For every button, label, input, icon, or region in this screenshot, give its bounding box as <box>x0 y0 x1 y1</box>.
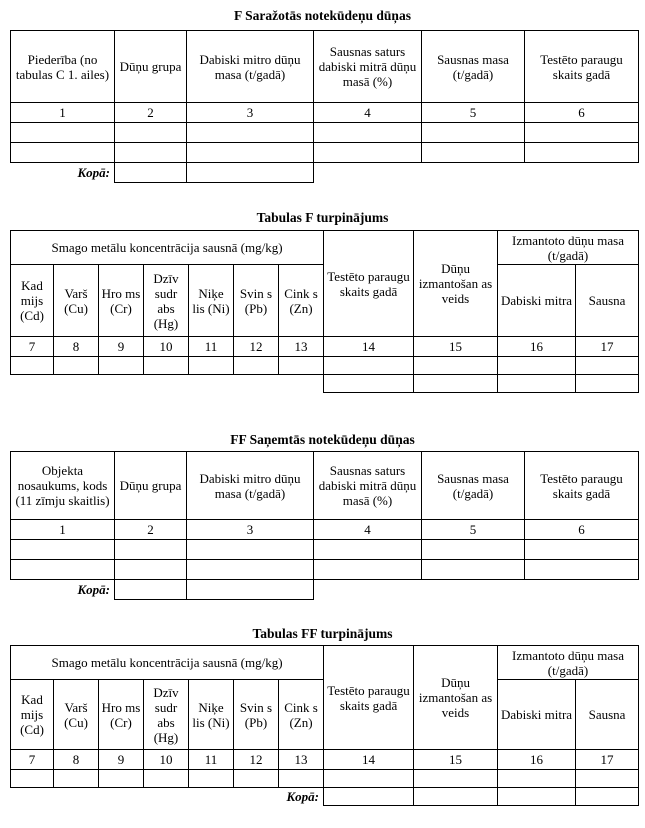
header-cell: Objekta nosaukums, kods (11 zīmju skaitlis) <box>11 452 115 520</box>
data-cell[interactable] <box>576 375 639 393</box>
data-cell[interactable] <box>414 770 498 788</box>
column-number: 6 <box>525 103 639 123</box>
column-number: 2 <box>115 520 187 540</box>
data-cell[interactable] <box>422 123 525 143</box>
data-cell[interactable] <box>189 770 234 788</box>
data-cell[interactable] <box>576 770 639 788</box>
data-cell[interactable] <box>314 123 422 143</box>
metal-header-cr: Hro ms (Cr) <box>99 265 144 337</box>
total-cell[interactable] <box>115 163 187 183</box>
metal-header-ni: Niķe lis (Ni) <box>189 680 234 750</box>
column-number: 12 <box>234 750 279 770</box>
metals-header: Smago metālu koncentrācija sausnā (mg/kg) <box>11 231 324 265</box>
column-number: 8 <box>54 337 99 357</box>
data-cell[interactable] <box>525 143 639 163</box>
column-number: 5 <box>422 520 525 540</box>
column-number: 14 <box>324 750 414 770</box>
usage-header: Dūņu izmantošan as veids <box>414 646 498 750</box>
column-number: 3 <box>187 103 314 123</box>
data-cell[interactable] <box>99 357 144 375</box>
header-cell: Dūņu grupa <box>115 31 187 103</box>
data-cell[interactable] <box>498 375 576 393</box>
data-cell[interactable] <box>11 540 115 560</box>
table-row <box>11 143 639 163</box>
data-cell[interactable] <box>422 560 525 580</box>
data-cell[interactable] <box>498 357 576 375</box>
data-cell[interactable] <box>525 560 639 580</box>
data-cell[interactable] <box>279 357 324 375</box>
data-cell[interactable] <box>498 770 576 788</box>
column-number: 15 <box>414 750 498 770</box>
data-cell[interactable] <box>115 560 187 580</box>
column-number: 14 <box>324 337 414 357</box>
column-number: 13 <box>279 337 324 357</box>
data-cell[interactable] <box>234 357 279 375</box>
total-cell[interactable] <box>576 788 639 806</box>
metal-header-hg: Dzīv sudr abs (Hg) <box>144 265 189 337</box>
table-ff-total-row <box>11 580 639 600</box>
used-mass-header: Izmantoto dūņu masa (t/gadā) <box>498 231 639 265</box>
data-cell[interactable] <box>99 770 144 788</box>
table-ff <box>10 451 639 600</box>
column-number: 5 <box>422 103 525 123</box>
data-cell[interactable] <box>314 560 422 580</box>
data-cell[interactable] <box>234 770 279 788</box>
table-f-title: F Saražotās notekūdeņu dūņas <box>234 8 411 23</box>
metal-header-cd: Kad mijs (Cd) <box>11 265 54 337</box>
table-ff-header-row <box>11 452 639 520</box>
column-number: 16 <box>498 337 576 357</box>
number-row <box>11 337 639 357</box>
table-ff-title: FF Saņemtās notekūdeņu dūņas <box>230 432 415 447</box>
column-number: 7 <box>11 750 54 770</box>
column-number: 7 <box>11 337 54 357</box>
table-ff-cont-title: Tabulas FF turpinājums <box>252 626 393 641</box>
table-ff-number-row <box>11 520 639 540</box>
data-cell[interactable] <box>324 357 414 375</box>
metals-header: Smago metālu koncentrācija sausnā (mg/kg) <box>11 646 324 680</box>
table-f-header-row <box>11 31 639 103</box>
header-cell: Dabiski mitro dūņu masa (t/gadā) <box>187 31 314 103</box>
metal-header-ni: Niķe lis (Ni) <box>189 265 234 337</box>
data-cell[interactable] <box>187 123 314 143</box>
data-cell[interactable] <box>422 540 525 560</box>
dry-header: Sausna <box>576 265 639 337</box>
table-f-total-row <box>11 163 639 183</box>
data-cell[interactable] <box>525 123 639 143</box>
total-label: Kopā: <box>286 789 320 805</box>
column-number: 13 <box>279 750 324 770</box>
metal-header-hg: Dzīv sudr abs (Hg) <box>144 680 189 750</box>
header-cell: Testēto paraugu skaits gadā <box>525 31 639 103</box>
column-number: 6 <box>525 520 639 540</box>
usage-header: Dūņu izmantošan as veids <box>414 231 498 337</box>
data-cell[interactable] <box>422 143 525 163</box>
column-number: 11 <box>189 750 234 770</box>
total-cell[interactable] <box>187 580 314 600</box>
column-number: 1 <box>11 520 115 540</box>
data-cell[interactable] <box>279 770 324 788</box>
column-number: 1 <box>11 103 115 123</box>
column-number: 12 <box>234 337 279 357</box>
column-number: 8 <box>54 750 99 770</box>
total-cell[interactable] <box>324 788 414 806</box>
table-row <box>11 357 639 375</box>
header-cell: Sausnas masa (t/gadā) <box>422 31 525 103</box>
metal-header-cr: Hro ms (Cr) <box>99 680 144 750</box>
data-cell[interactable] <box>11 123 115 143</box>
column-number: 9 <box>99 750 144 770</box>
column-number: 15 <box>414 337 498 357</box>
data-cell[interactable] <box>324 770 414 788</box>
data-cell[interactable] <box>414 375 498 393</box>
metal-header-pb: Svin s (Pb) <box>234 265 279 337</box>
metal-header-zn: Cink s (Zn) <box>279 680 324 750</box>
header-cell: Piederība (no tabulas C 1. ailes) <box>11 31 115 103</box>
table-ff-total-row <box>11 788 639 806</box>
data-cell[interactable] <box>187 560 314 580</box>
data-cell[interactable] <box>144 357 189 375</box>
data-cell[interactable] <box>115 143 187 163</box>
header-cell: Sausnas masa (t/gadā) <box>422 452 525 520</box>
metal-header-zn: Cink s (Zn) <box>279 265 324 337</box>
data-cell[interactable] <box>11 560 115 580</box>
total-cell[interactable] <box>414 788 498 806</box>
data-cell[interactable] <box>11 770 54 788</box>
column-number: 16 <box>498 750 576 770</box>
data-cell[interactable] <box>525 540 639 560</box>
data-cell[interactable] <box>314 143 422 163</box>
column-number: 17 <box>576 750 639 770</box>
column-number: 3 <box>187 520 314 540</box>
metal-header-pb: Svin s (Pb) <box>234 680 279 750</box>
data-cell[interactable] <box>414 357 498 375</box>
table-row <box>11 540 639 560</box>
table-f-number-row <box>11 103 639 123</box>
metal-header-cu: Varš (Cu) <box>54 680 99 750</box>
table-ff-continuation <box>10 645 639 806</box>
data-cell[interactable] <box>576 357 639 375</box>
number-row <box>11 750 639 770</box>
table-row <box>11 375 639 393</box>
column-number: 4 <box>314 520 422 540</box>
table-row <box>11 560 639 580</box>
header-cell: Dūņu grupa <box>115 452 187 520</box>
data-cell[interactable] <box>187 143 314 163</box>
tested-header: Testēto paraugu skaits gadā <box>324 646 414 750</box>
table-f-cont-title: Tabulas F turpinājums <box>256 210 389 225</box>
data-cell[interactable] <box>144 770 189 788</box>
metal-header-cu: Varš (Cu) <box>54 265 99 337</box>
data-cell[interactable] <box>11 143 115 163</box>
total-cell[interactable] <box>115 580 187 600</box>
column-number: 10 <box>144 337 189 357</box>
data-cell[interactable] <box>115 123 187 143</box>
natural-header: Dabiski mitra <box>498 265 576 337</box>
column-number: 10 <box>144 750 189 770</box>
table-row <box>11 770 639 788</box>
data-cell[interactable] <box>189 357 234 375</box>
header-cell: Sausnas saturs dabiski mitrā dūņu masā (%) <box>314 452 422 520</box>
data-cell[interactable] <box>54 357 99 375</box>
header-cell: Testēto paraugu skaits gadā <box>525 452 639 520</box>
column-number: 4 <box>314 103 422 123</box>
data-cell[interactable] <box>11 357 54 375</box>
data-cell[interactable] <box>314 540 422 560</box>
total-cell[interactable] <box>187 163 314 183</box>
total-label: Kopā: <box>77 582 110 598</box>
metal-header-cd: Kad mijs (Cd) <box>11 680 54 750</box>
data-cell[interactable] <box>187 540 314 560</box>
table-f <box>10 30 639 183</box>
header-cell: Sausnas saturs dabiski mitrā dūņu masā (%) <box>314 31 422 103</box>
table-f-continuation <box>10 230 639 393</box>
column-number: 2 <box>115 103 187 123</box>
dry-header: Sausna <box>576 680 639 750</box>
tested-header: Testēto paraugu skaits gadā <box>324 231 414 337</box>
natural-header: Dabiski mitra <box>498 680 576 750</box>
total-label: Kopā: <box>77 165 110 181</box>
header-cell: Dabiski mitro dūņu masa (t/gadā) <box>187 452 314 520</box>
column-number: 11 <box>189 337 234 357</box>
total-cell[interactable] <box>498 788 576 806</box>
column-number: 17 <box>576 337 639 357</box>
data-cell[interactable] <box>324 375 414 393</box>
used-mass-header: Izmantoto dūņu masa (t/gadā) <box>498 646 639 680</box>
data-cell[interactable] <box>115 540 187 560</box>
column-number: 9 <box>99 337 144 357</box>
table-row <box>11 123 639 143</box>
data-cell[interactable] <box>54 770 99 788</box>
